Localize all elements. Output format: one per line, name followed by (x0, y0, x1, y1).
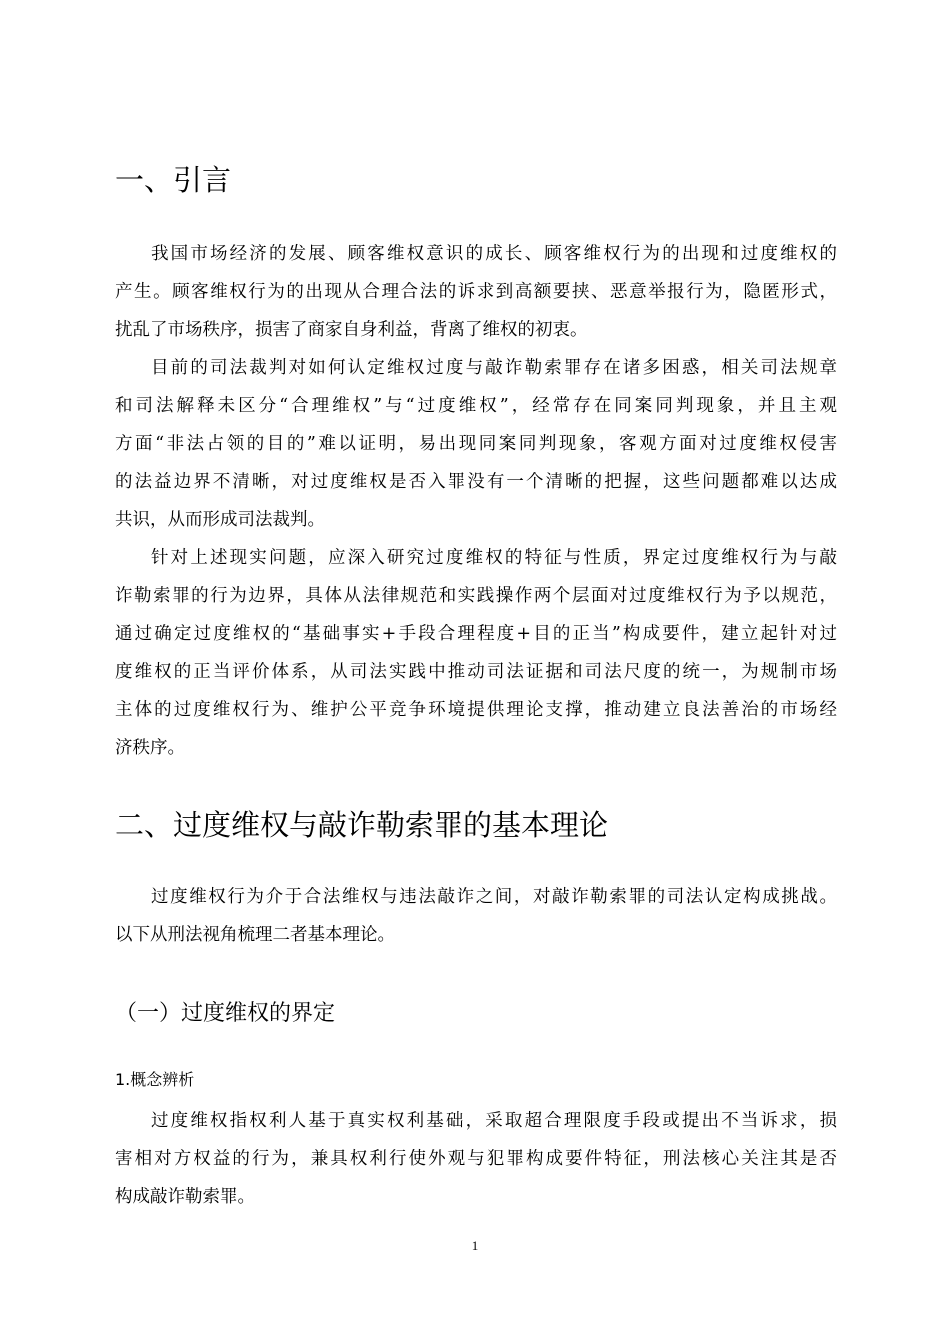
text-line: 济秩序。 (115, 738, 185, 758)
subsubsection-heading: 1.概念辨析 (115, 1070, 195, 1089)
text-line: 针对上述现实问题，应深入研究过度维权的特征与性质，界定过度维权行为与敲 (151, 548, 837, 568)
text-line: 共识，从而形成司法裁判。 (115, 510, 325, 530)
paragraph-intro-3 (115, 539, 837, 767)
text-line: 诈勒索罪的行为边界，具体从法律规范和实践操作两个层面对过度维权行为予以规范， (115, 586, 837, 606)
text-line: 度维权的正当评价体系，从司法实践中推动司法证据和司法尺度的统一，为规制市场 (115, 662, 837, 682)
paragraph-theory-1 (115, 878, 837, 954)
text-line: 扰乱了市场秩序，损害了商家自身利益，背离了维权的初衷。 (115, 320, 588, 340)
text-line: 过度维权指权利人基于真实权利基础，采取超合理限度手段或提出不当诉求，损 (151, 1111, 837, 1131)
page-number: 1 (471, 1238, 479, 1253)
paragraph-intro-2 (115, 349, 837, 539)
text-line: 害相对方权益的行为，兼具权利行使外观与犯罪构成要件特征，刑法核心关注其是否 (115, 1149, 837, 1169)
text-line: 产生。顾客维权行为的出现从合理合法的诉求到高额要挟、恶意举报行为，隐匿形式， (115, 282, 837, 302)
paragraph-intro-1 (115, 235, 837, 349)
paragraph-concept-1 (115, 1102, 837, 1216)
section-heading-theory: 二、过度维权与敲诈勒索罪的基本理论 (115, 808, 609, 842)
text-line: 构成敲诈勒索罪。 (115, 1187, 255, 1207)
text-line: 过度维权行为介于合法维权与违法敲诈之间，对敲诈勒索罪的司法认定构成挑战。 (151, 887, 837, 907)
text-line: 我国市场经济的发展、顾客维权意识的成长、顾客维权行为的出现和过度维权的 (151, 244, 837, 264)
text-line: 通过确定过度维权的“基础事实+手段合理程度+目的正当”构成要件，建立起针对过 (115, 624, 837, 644)
text-line: 以下从刑法视角梳理二者基本理论。 (115, 925, 395, 945)
text-line: 方面“非法占领的目的”难以证明，易出现同案同判现象，客观方面对过度维权侵害 (115, 434, 837, 454)
text-line: 的法益边界不清晰，对过度维权是否入罪没有一个清晰的把握，这些问题都难以达成 (115, 472, 837, 492)
text-line: 和司法解释未区分“合理维权”与“过度维权”，经常存在同案同判现象，并且主观 (115, 396, 837, 416)
subsection-heading: （一）过度维权的界定 (115, 1001, 336, 1026)
text-line: 目前的司法裁判对如何认定维权过度与敲诈勒索罪存在诸多困惑，相关司法规章 (151, 358, 837, 378)
section-heading-introduction: 一、引言 (115, 163, 232, 197)
text-line: 主体的过度维权行为、维护公平竞争环境提供理论支撑，推动建立良法善治的市场经 (115, 700, 837, 720)
